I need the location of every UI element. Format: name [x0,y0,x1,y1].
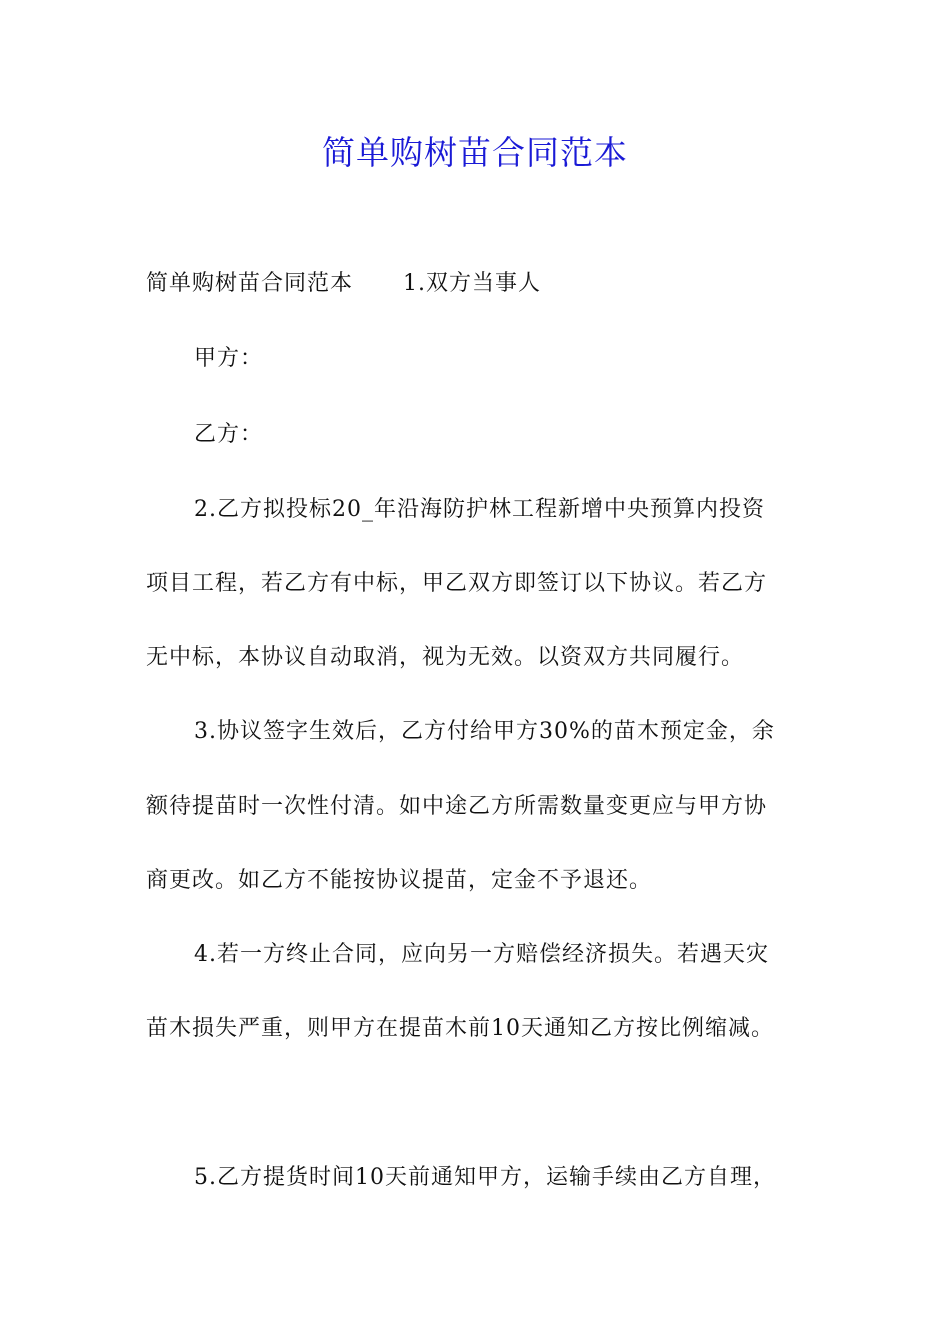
party-a-line: 甲方： [194,346,264,371]
clause-2-line-2: 项目工程，若乙方有中标，甲乙双方即签订以下协议。若乙方 [146,571,768,596]
clause-4-line-2: 苗木损失严重，则甲方在提苗木前10天通知乙方按比例缩减。 [146,1016,774,1041]
clause-2-line-1: 2.乙方拟投标20_年沿海防护林工程新增中央预算内投资 [194,497,765,522]
clause-3-line-3: 商更改。如乙方不能按协议提苗，定金不予退还。 [146,868,653,893]
clause-3-line-2: 额待提苗时一次性付清。如中途乙方所需数量变更应与甲方协 [146,794,768,819]
document-title: 简单购树苗合同范本 [322,133,628,172]
intro-heading: 简单购树苗合同范本 [146,271,354,296]
party-b-line: 乙方： [194,422,264,447]
intro-line [146,267,816,301]
clause-2-line-3: 无中标，本协议自动取消，视为无效。以资双方共同履行。 [146,645,745,670]
section-1-heading: 1.双方当事人 [403,271,542,296]
clause-3-line-1: 3.协议签字生效后，乙方付给甲方30%的苗木预定金，余 [194,719,775,744]
clause-5-line-1: 5.乙方提货时间10天前通知甲方，运输手续由乙方自理， [194,1165,776,1190]
clause-4-line-1: 4.若一方终止合同，应向另一方赔偿经济损失。若遇天灾 [194,942,769,967]
